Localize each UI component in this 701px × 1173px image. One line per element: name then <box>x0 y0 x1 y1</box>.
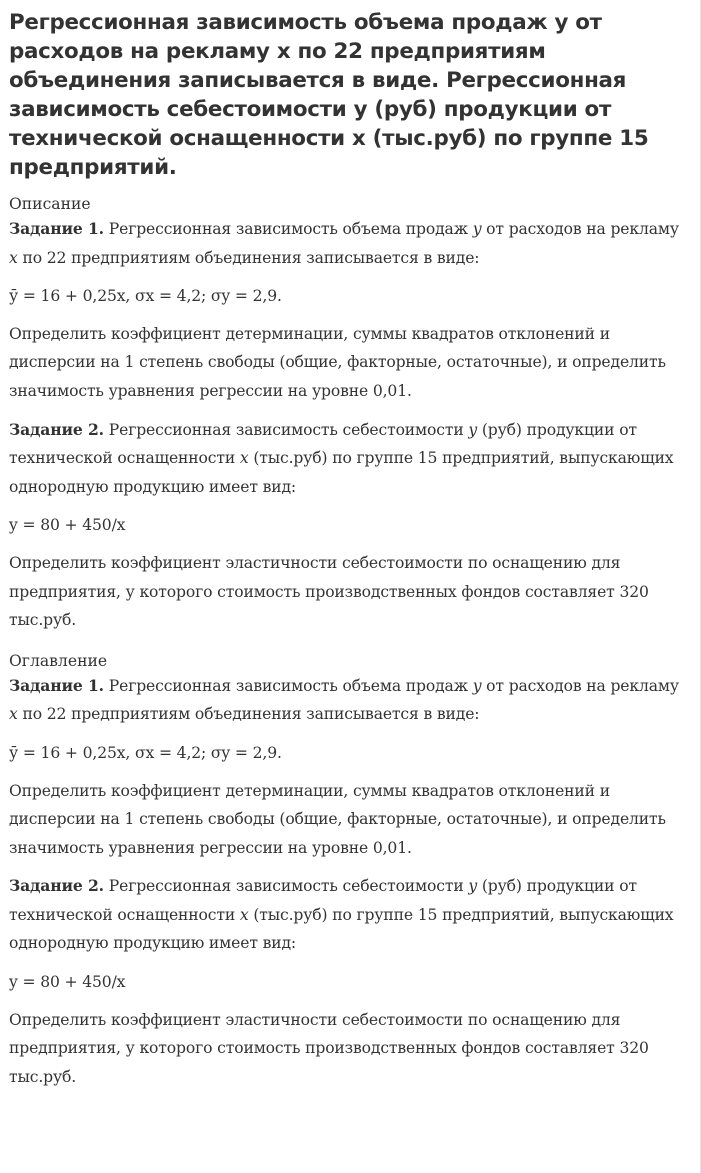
task2-text-a: Регрессионная зависимость себестоимости <box>103 420 469 439</box>
task2-statement <box>9 416 692 502</box>
section-label-description: Описание <box>9 195 91 213</box>
task1-text-b: от расходов на рекламу <box>481 220 679 238</box>
task2-text-c: (тыс.руб) по группе 15 предприятий, выпускающих однородную продукцию имеет вид: <box>9 449 674 496</box>
task2-var-y: y <box>468 420 478 439</box>
task1-var-y: y <box>472 220 482 238</box>
page-title: Регрессионная зависимость объема продаж y от расходов на рекламу x по 22 предприятиям объединения записывается в виде. Регрессионная зависимость себестоимости y (руб) продукции от технической оснащенности x (тыс.руб) по группе 15 предприятий. <box>9 10 649 180</box>
task1-var-x: x <box>9 248 18 267</box>
task2-question: Определить коэффициент эластичности себестоимости по оснащению для предприятия, у которого стоимость производственных фондов составляет 320 тыс.руб. <box>9 1010 649 1086</box>
task1-var-y: y <box>472 676 482 695</box>
task2-var-x: x <box>239 905 249 924</box>
section-label-contents: Оглавление <box>9 651 108 670</box>
task2-text-c: (тыс.руб) по группе 15 предприятий, выпускающих однородную продукцию имеет вид: <box>9 905 674 953</box>
task2-var-y: y <box>468 877 478 896</box>
description-section <box>9 194 692 635</box>
task1-text-a: Регрессионная зависимость объема продаж <box>103 676 473 695</box>
task1-text-b: от расходов на рекламу <box>481 676 679 695</box>
task1-var-x: x <box>9 705 18 724</box>
task2-formula: y = 80 + 450/x <box>9 516 126 535</box>
task2-text-a: Регрессионная зависимость себестоимости <box>103 877 469 896</box>
task1-title: Задание 1. <box>9 219 104 238</box>
task1-question: Определить коэффициент детерминации, суммы квадратов отклонений и дисперсии на 1 степень свободы (общие, факторные, остаточные), и определить значимость уравнения регрессии на уровне 0,01. <box>9 781 666 857</box>
task1-text-c: по 22 предприятиям объединения записывается в виде: <box>17 705 480 724</box>
task1-formula: ӯ = 16 + 0,25x, σx = 4,2; σy = 2,9. <box>9 287 282 306</box>
task2-text-b: (руб) продукции от технической оснащенности <box>9 420 637 468</box>
task1-formula: ӯ = 16 + 0,25x, σx = 4,2; σy = 2,9. <box>9 743 282 762</box>
task1-text-a: Регрессионная зависимость объема продаж <box>103 220 473 238</box>
task2-question: Определить коэффициент эластичности себестоимости по оснащению для предприятия, у которого стоимость производственных фондов составляет 320 тыс.руб. <box>9 553 649 630</box>
task2-var-x: x <box>239 449 249 468</box>
task2-title: Задание 2. <box>9 876 104 896</box>
task2-formula: y = 80 + 450/x <box>9 973 126 992</box>
task1-title: Задание 1. <box>9 675 104 695</box>
task1-statement <box>9 215 692 272</box>
task2-title: Задание 2. <box>9 419 104 439</box>
task1-question: Определить коэффициент детерминации, суммы квадратов отклонений и дисперсии на 1 степень свободы (общие, факторные, остаточные), и определить значимость уравнения регрессии на уровне 0,01. <box>9 324 666 400</box>
task1-text-c: по 22 предприятиям объединения записывается в виде: <box>17 248 480 267</box>
task2-statement <box>9 872 692 958</box>
task1-statement <box>9 672 692 729</box>
contents-section <box>9 651 692 1092</box>
task2-text-b: (руб) продукции от технической оснащенности <box>9 877 637 924</box>
